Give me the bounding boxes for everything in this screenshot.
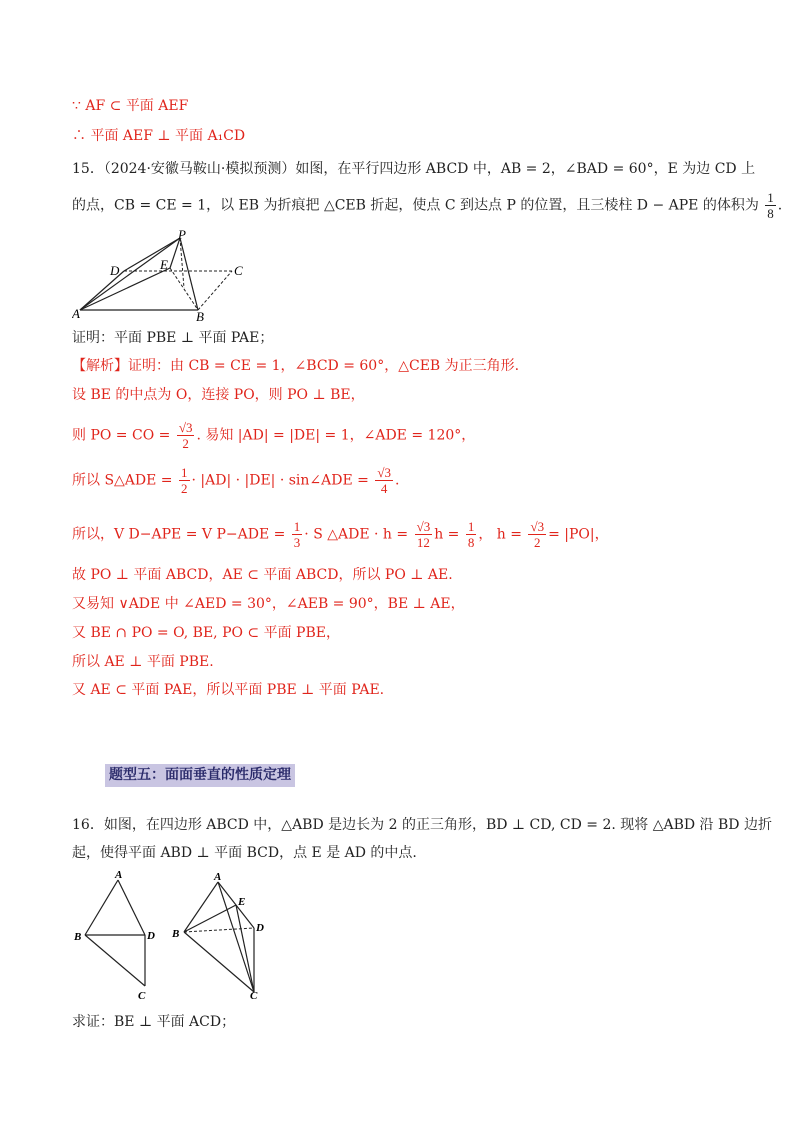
fig2-edge-AC bbox=[218, 882, 254, 992]
solution-line-1 bbox=[72, 356, 519, 376]
s3-frac-den: 2 bbox=[182, 436, 189, 451]
edge-BC bbox=[198, 271, 232, 310]
s5-frac-2-den: 12 bbox=[416, 535, 430, 550]
s3-text-a: 则 PO = CO = bbox=[72, 427, 171, 444]
q15-line-1: 15．（2024·安徽马鞍山·模拟预测）如图，在平行四边形 ABCD 中，AB = 2，∠BAD = 60°，E 为边 CD 上 bbox=[72, 161, 756, 177]
s4-frac-2 bbox=[375, 465, 393, 496]
s3-frac-num: √3 bbox=[178, 420, 193, 435]
fig1-label-D: D bbox=[147, 930, 155, 942]
edge-AP bbox=[80, 238, 180, 310]
s3-text-b: . 易知 |AD| = |DE| = 1，∠ADE = 120°， bbox=[196, 427, 476, 444]
q15-line-2-text: 的点，CB = CE = 1，以 EB 为折痕把 △CEB 折起，使点 C 到达点 P 的位置，且三棱柱 D − APE 的体积为 bbox=[72, 197, 759, 214]
solution-line-5 bbox=[72, 519, 609, 559]
solution-line-3 bbox=[72, 420, 475, 460]
solution-tag: 【解析】 bbox=[72, 358, 128, 374]
q16-prove: 求证：BE ⊥ 平面 ACD； bbox=[72, 1014, 236, 1030]
s5-frac-4-num: √3 bbox=[530, 519, 545, 534]
q15-figure bbox=[72, 228, 252, 322]
fig2-edge-BE bbox=[184, 905, 236, 932]
solution-line-4 bbox=[72, 465, 399, 505]
s5-frac-4 bbox=[528, 519, 546, 550]
s4-text-b: · |AD| · |DE| · sin∠ADE = bbox=[191, 472, 369, 489]
s4-text-c: . bbox=[395, 472, 400, 489]
s3-frac bbox=[177, 420, 195, 451]
fig-label-C: C bbox=[234, 263, 243, 278]
fig1-edge-AB bbox=[85, 880, 118, 935]
fig2-label-C: C bbox=[250, 990, 258, 1002]
s5-frac-3-den: 8 bbox=[467, 535, 475, 550]
s5-text-b: · S △ADE · h = bbox=[304, 526, 409, 543]
q15-frac-den: 8 bbox=[767, 206, 774, 221]
s4-frac-1-num: 1 bbox=[181, 465, 188, 480]
fig2-label-A: A bbox=[214, 871, 222, 883]
q15-prove: 证明：平面 PBE ⊥ 平面 PAE； bbox=[72, 330, 274, 346]
s4-frac-1-den: 2 bbox=[181, 481, 188, 496]
fig-label-A: A bbox=[72, 306, 80, 321]
edge-AE bbox=[80, 268, 170, 310]
fig2-label-D: D bbox=[256, 922, 264, 934]
fig1-edge-AD bbox=[118, 880, 145, 935]
s5-text-e: = |PO|， bbox=[548, 526, 609, 543]
fig1-label-B: B bbox=[74, 931, 82, 943]
q15-line-2 bbox=[72, 190, 782, 221]
section-header: 题型五：面面垂直的性质定理 bbox=[105, 764, 295, 787]
solution-line-7: 又易知 ∨ADE 中 ∠AED = 30°，∠AEB = 90°，BE ⊥ AE， bbox=[72, 596, 465, 612]
s5-frac-1-den: 3 bbox=[293, 535, 301, 550]
q16-figure-1 bbox=[72, 868, 162, 1003]
s5-frac-1-num: 1 bbox=[293, 519, 301, 534]
fig-label-P: P bbox=[178, 228, 186, 242]
s5-frac-2-num: √3 bbox=[416, 519, 431, 534]
fig-label-E: E bbox=[160, 257, 168, 272]
s5-text-c: h = bbox=[434, 526, 460, 543]
proof-line-2: ∴ 平面 AEF ⊥ 平面 A₁CD bbox=[72, 128, 246, 144]
solution-line-6: 故 PO ⊥ 平面 ABCD，AE ⊂ 平面 ABCD，所以 PO ⊥ AE. bbox=[72, 567, 453, 583]
fig-label-D: D bbox=[110, 263, 120, 278]
fig2-label-B: B bbox=[172, 928, 180, 940]
solution-line-10: 又 AE ⊂ 平面 PAE，所以平面 PBE ⊥ 平面 PAE. bbox=[72, 682, 385, 698]
fig2-label-E: E bbox=[238, 896, 246, 908]
fig1-label-C: C bbox=[138, 990, 146, 1002]
s4-frac-2-num: √3 bbox=[377, 465, 391, 480]
solution-line-8: 又 BE ∩ PO = O, BE, PO ⊂ 平面 PBE， bbox=[72, 625, 340, 641]
s5-frac-1 bbox=[292, 519, 303, 550]
fig-label-B: B bbox=[196, 309, 204, 322]
s5-frac-2 bbox=[415, 519, 433, 550]
s4-frac-1 bbox=[179, 465, 190, 496]
edge-DP bbox=[124, 238, 180, 271]
s4-text-a: 所以 S△ADE = bbox=[72, 472, 173, 489]
s5-frac-3 bbox=[466, 519, 477, 550]
solution-line-2: 设 BE 的中点为 O，连接 PO，则 PO ⊥ BE， bbox=[72, 387, 365, 403]
fig2-edge-AB bbox=[184, 882, 218, 932]
fig2-edge-BD bbox=[184, 928, 254, 932]
q15-period: . bbox=[777, 197, 783, 214]
proof-line-1: ∵ AF ⊂ 平面 AEF bbox=[72, 98, 189, 114]
s5-frac-3-num: 1 bbox=[467, 519, 475, 534]
solution-line-9: 所以 AE ⊥ 平面 PBE. bbox=[72, 654, 214, 670]
q15-frac-num: 1 bbox=[767, 190, 774, 205]
fig1-label-A: A bbox=[115, 869, 123, 881]
q16-figure-2 bbox=[170, 868, 280, 1003]
solution-s1: 证明：由 CB = CE = 1，∠BCD = 60°，△CEB 为正三角形. bbox=[128, 358, 520, 374]
q16-line-1: 16．如图，在四边形 ABCD 中，△ABD 是边长为 2 的正三角形，BD ⊥ CD, CD = 2. 现将 △ABD 沿 BD 边折 bbox=[72, 817, 772, 833]
s5-frac-4-den: 2 bbox=[534, 535, 541, 550]
q15-volume-fraction bbox=[765, 190, 776, 221]
s5-text-d: ， h = bbox=[478, 526, 523, 543]
s4-frac-2-den: 4 bbox=[380, 481, 388, 496]
s5-text-a: 所以，V D−APE = V P−ADE = bbox=[72, 526, 286, 543]
edge-EB bbox=[170, 268, 198, 310]
fig1-edge-BC bbox=[85, 935, 145, 986]
q16-line-2: 起，使得平面 ABD ⊥ 平面 BCD，点 E 是 AD 的中点. bbox=[72, 845, 417, 861]
